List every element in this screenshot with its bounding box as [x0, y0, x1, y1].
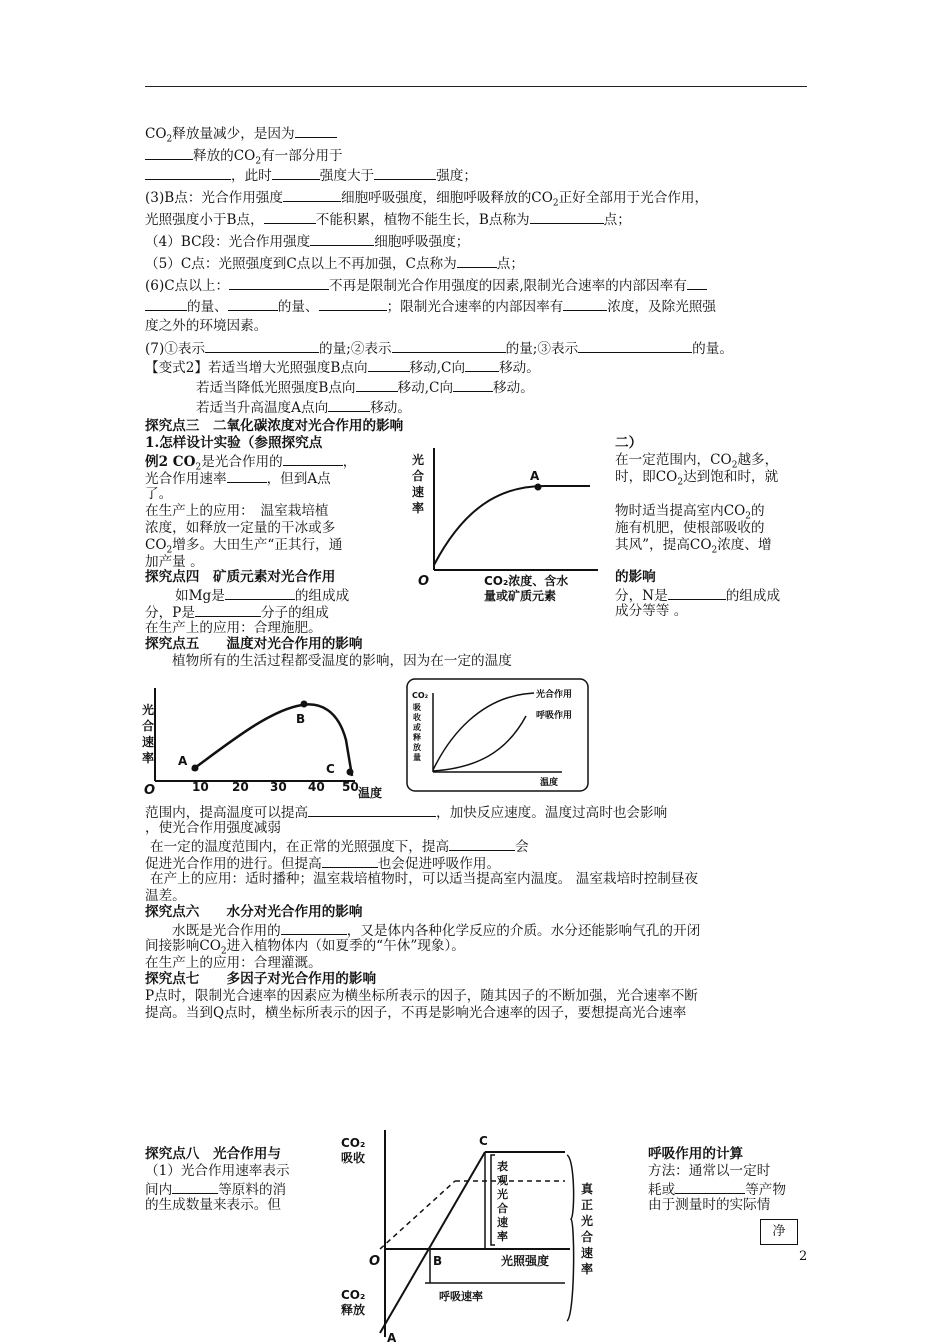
text-line: 时，即$CO_2$达到饱和时，就	[615, 469, 779, 488]
text-line: 成分等等 。	[615, 603, 688, 619]
x-axis-label: 量或矿质元素	[484, 589, 557, 603]
section-heading: 探究点五 温度对光合作用的影响	[145, 636, 363, 652]
text-line: 的生成数量来表示。但	[145, 1197, 281, 1213]
y-axis-char: 释	[413, 733, 421, 742]
series-label: 呼吸作用	[536, 711, 573, 721]
text-line: 温差。	[145, 888, 186, 904]
text-line: 光照强度小于B点， 不能积累，植物不能生长，B点称为 点；	[145, 212, 631, 228]
text-line: 施有机肥，使根部吸收的	[615, 520, 765, 536]
net-rate-char: 表	[497, 1160, 508, 1173]
text-line: 加产量 。	[145, 554, 204, 570]
y-axis-char: 吸	[413, 703, 421, 712]
true-rate-char: 率	[581, 1262, 594, 1276]
true-rate-char: 速	[581, 1246, 594, 1260]
text-line: 浓度，如释放一定量的干冰或多	[145, 520, 336, 536]
temperature-curve-figure	[140, 680, 395, 805]
text-line: 耗或 等产物	[648, 1182, 786, 1198]
text-line: 在产上的应用：适时播种；温室栽培植物时，可以适当提高室内温度。 温室栽培时控制昼夜	[150, 871, 699, 887]
text-line: (3)B点：光合作用强度 细胞呼吸强度，细胞呼吸释放的$CO_2$正好全部用于光合作用，	[145, 190, 709, 209]
net-rate-char: 速	[497, 1216, 508, 1229]
true-rate-char: 合	[581, 1230, 594, 1244]
point-b-label: B	[433, 1254, 443, 1268]
y-axis-char: 放	[413, 743, 421, 752]
point-a-label: A	[387, 1331, 397, 1344]
section-heading: 呼吸作用的计算	[648, 1146, 744, 1162]
text-line: 植物所有的生活过程都受温度的影响，因为在一定的温度	[172, 653, 512, 669]
text-line: 若适当升高温度A点向 移动。	[196, 400, 411, 416]
text-line: 度之外的环境因素。	[145, 318, 268, 334]
header-rule	[145, 86, 807, 87]
origin-label: O	[418, 574, 430, 589]
corner-box: 净	[760, 1219, 798, 1245]
y-axis-char: 速	[142, 735, 155, 749]
true-rate-char: 正	[581, 1198, 594, 1212]
text-line: 其风”，提高$CO_2$浓度、增	[615, 537, 772, 556]
text-line: 如Mg是 的组成成	[175, 588, 350, 604]
y-top-label: CO₂	[341, 1136, 366, 1150]
y-axis-char: 速	[412, 485, 425, 499]
text-line: 【变式2】若适当增大光照强度B点向 移动,C向 移动。	[145, 360, 540, 376]
text-line: P点时，限制光合速率的因素应为横坐标所表示的因子，随其因子的不断加强，光合速率不断	[145, 988, 698, 1004]
text-line: （4）BC段：光合作用强度 细胞呼吸强度；	[145, 234, 470, 250]
origin-label: O	[369, 1254, 381, 1269]
text-line: 间内 等原料的消	[145, 1182, 287, 1198]
section-heading: 探究点八 光合作用与	[145, 1146, 281, 1162]
section-heading: 探究点六 水分对光合作用的影响	[145, 904, 363, 920]
x-axis-label: 光照强度	[501, 1254, 550, 1268]
x-tick-label: 50	[342, 780, 359, 794]
y-axis-char: 率	[412, 501, 425, 515]
text-line: 在生产上的应用： 温室栽培植	[145, 503, 329, 519]
text-line: 物时适当提高室内$CO_2$的	[615, 503, 765, 522]
y-axis-label: CO₂	[412, 691, 429, 700]
point-c-label: C	[479, 1134, 488, 1148]
text-line: 提高。当到Q点时，横坐标所表示的因子，不再是影响光合速率的因子，要想提高光合速率	[145, 1005, 687, 1021]
series-label: 光合作用	[536, 690, 573, 700]
section-heading: 的影响	[615, 569, 656, 585]
y-axis-char: 光	[412, 453, 425, 467]
text-line: 1.怎样设计实验（参照探究点	[145, 435, 323, 451]
text-line: 分，N是 的组成成	[615, 588, 781, 604]
point-a-label: A	[178, 754, 188, 768]
y-bottom-label: 释放	[341, 1303, 366, 1317]
respiration-rate-label: 呼吸速率	[439, 1290, 483, 1303]
text-line: 在一定范围内，$CO_2$越多，	[615, 452, 779, 471]
true-rate-char: 光	[581, 1214, 594, 1228]
text-line: ，使光合作用强度减弱	[145, 820, 281, 836]
text-line: 分，P是 分子的组成	[145, 605, 329, 621]
x-axis-label: 温度	[358, 786, 383, 800]
x-tick-label: 40	[308, 780, 325, 794]
net-rate-char: 观	[497, 1174, 508, 1187]
net-rate-char: 合	[497, 1202, 508, 1215]
text-line: $CO_2$释放量减少，是因为	[145, 124, 337, 143]
y-axis-char: 光	[142, 703, 155, 717]
y-axis-char: 收	[413, 713, 421, 722]
section-heading: 探究点四 矿质元素对光合作用	[145, 569, 336, 585]
text-line: 光合作用速率 ，但到A点	[145, 471, 331, 487]
page-number: 2	[799, 1249, 808, 1264]
text-line: (7)①表示 的量;②表示 的量;③表示 的量。	[145, 341, 733, 357]
y-axis-char: 合	[142, 719, 155, 733]
co2-curve-figure	[398, 440, 613, 605]
y-top-label: 吸收	[341, 1151, 366, 1165]
point-a-marker	[192, 765, 199, 772]
x-tick-label: 10	[192, 780, 209, 794]
text-line: $CO_2$增多。大田生产“正其行，通	[145, 537, 343, 556]
y-bottom-label: CO₂	[341, 1288, 366, 1302]
point-b-label: B	[296, 712, 306, 726]
point-a-marker	[535, 484, 542, 491]
true-rate-char: 真	[581, 1182, 594, 1196]
text-line: （5）C点：光照强度到C点以上不再加强，C点称为 点；	[145, 256, 524, 272]
point-a-label: A	[530, 469, 540, 483]
text-line: 在一定的温度范围内，在正常的光照强度下，提高 会	[150, 839, 529, 855]
net-rate-char: 光	[497, 1188, 508, 1201]
text-line: 在生产上的应用：合理施肥。	[145, 620, 322, 636]
x-tick-label: 20	[232, 780, 249, 794]
text-line: 方法：通常以一定时	[648, 1163, 771, 1179]
text-line: ，此时 强度大于 强度；	[145, 166, 477, 185]
text-line: 释放的$CO_2$有一部分用于	[145, 146, 343, 165]
point-c-label: C	[326, 762, 335, 776]
section-heading: 探究点三 二氧化碳浓度对光合作用的影响	[145, 418, 404, 434]
temperature-co2-figure	[406, 678, 590, 793]
text-line: (6)C点以上： 不再是限制光合作用强度的因素,限制光合速率的内部因率有	[145, 276, 707, 295]
y-axis-char: 或	[413, 723, 421, 732]
y-axis-char: 合	[412, 469, 425, 483]
text-line: 由于测量时的实际情	[648, 1197, 771, 1213]
y-axis-char: 率	[142, 751, 155, 765]
text-line: 范围内，提高温度可以提高 ，加快反应速度。温度过高时也会影响	[145, 805, 668, 821]
text-line: 二）	[615, 435, 643, 451]
origin-label: O	[144, 783, 156, 798]
text-line: 了。	[145, 486, 173, 502]
text-line: 间接影响$CO_2$进入植物体内（如夏季的“午休”现象）。	[145, 938, 465, 957]
text-line: 例2 $CO_2$是光合作用的 ，	[145, 454, 357, 473]
light-intensity-figure	[335, 1125, 605, 1344]
point-b-marker	[301, 701, 308, 708]
x-axis-label: CO₂浓度、含水	[484, 574, 569, 588]
point-c-marker	[347, 769, 354, 776]
text-line: 水既是光合作用的 ，又是体内各种化学反应的介质。水分还能影响气孔的开闭	[172, 923, 701, 939]
x-axis-label: 温度	[540, 778, 559, 788]
section-heading: 探究点七 多因子对光合作用的影响	[145, 971, 377, 987]
text-line: 的量、 的量、 ；限制光合速率的内部因率有 浓度，及除光照强	[145, 297, 716, 316]
text-line: 在生产上的应用：合理灌溉。	[145, 955, 322, 971]
x-tick-label: 30	[270, 780, 287, 794]
y-axis-char: 量	[413, 753, 421, 762]
text-line: （1）光合作用速率表示	[145, 1163, 290, 1179]
text-line: 促进光合作用的进行。但提高 也会促进呼吸作用。	[145, 856, 501, 872]
text-line: 若适当降低光照强度B点向 移动,C向 移动。	[196, 380, 534, 396]
net-rate-char: 率	[497, 1230, 508, 1243]
